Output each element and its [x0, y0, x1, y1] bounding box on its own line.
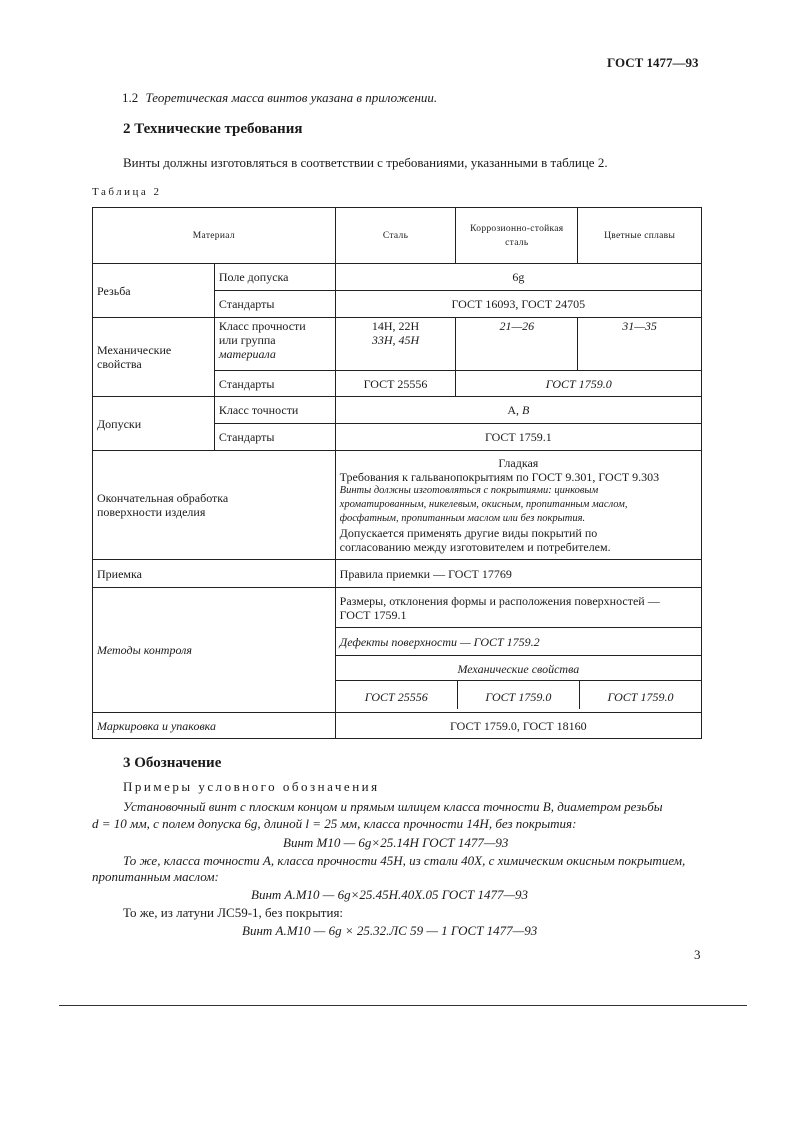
example-1-line-2: d = 10 мм, с полем допуска 6g, длиной l = 25 мм, класса прочности 14Н, без покрытия: [92, 816, 577, 831]
finish-value: Гладкая Требования к гальванопокрытиям по ГОСТ 9.301, ГОСТ 9.303 Винты должны изготовляться с покрытиями: цинковым хроматированным, никелевым, окисным, пропитанным маслом, фосфатным, пропитанным маслом или без покрытия. Допускается применять другие виды покрытий по согласованию между изготовителем и потребителем. [335, 451, 701, 560]
mech-standards-steel: ГОСТ 25556 [335, 371, 456, 397]
header-steel: Сталь [335, 208, 456, 264]
mech-class-stainless: 21—26 [456, 318, 578, 371]
bottom-divider [59, 1005, 747, 1006]
row-label-marking: Маркировка и упаковка [93, 713, 336, 739]
example-3-line-1: То же, из латуни ЛС59-1, без покрытия: [123, 905, 344, 920]
marking-value: ГОСТ 1759.0, ГОСТ 18160 [335, 713, 701, 739]
header-stainless: Коррозионно-стойкая сталь [456, 208, 578, 264]
accuracy-class-label: Класс точности [214, 397, 335, 424]
table-row [93, 560, 702, 588]
mech-class-label: Класс прочности или группа материала [214, 318, 335, 371]
control-mech-nonferrous: ГОСТ 1759.0 [579, 681, 701, 709]
mech-class-steel: 14Н, 22Н 33Н, 45Н [335, 318, 456, 371]
examples-title: Примеры условного обозначения [123, 779, 380, 794]
row-label-tolerances: Допуски [93, 397, 215, 451]
control-defects: Дефекты поверхности — ГОСТ 1759.2 [335, 628, 701, 656]
control-dimensions: Размеры, отклонения формы и расположения поверхностей — ГОСТ 1759.1 [335, 588, 701, 628]
example-2-line-1: То же, класса точности А, класса прочности 45Н, из стали 40Х, с химическим окисным покрытием, [123, 853, 686, 868]
example-1-designation: Винт М10 — 6g×25.14Н ГОСТ 1477—93 [283, 835, 509, 850]
section-3-title: 3 Обозначение [123, 755, 222, 771]
control-mech-stainless: ГОСТ 1759.0 [457, 681, 579, 709]
tolerance-standards-value: ГОСТ 1759.1 [335, 424, 701, 451]
tolerance-standards-label: Стандарты [214, 424, 335, 451]
acceptance-value: Правила приемки — ГОСТ 17769 [335, 560, 701, 588]
table-row [93, 451, 702, 560]
table-row [93, 588, 702, 628]
header-material: Материал [93, 208, 336, 264]
thread-standards-value: ГОСТ 16093, ГОСТ 24705 [335, 291, 701, 318]
page-number: 3 [694, 947, 701, 962]
section-1-2: 1.2 Теоретическая масса винтов указана в приложении. [122, 90, 438, 105]
mech-standards-label: Стандарты [214, 371, 335, 397]
section-2-text: Винты должны изготовляться в соответствии с требованиями, указанными в таблице 2. [123, 155, 608, 170]
table-row [93, 713, 702, 739]
document-code: ГОСТ 1477—93 [607, 55, 699, 70]
control-mechanical: Механические свойства ГОСТ 25556 ГОСТ 1759.0 ГОСТ 1759.0 [335, 656, 701, 713]
table-row [93, 264, 702, 291]
thread-tolerance-label: Поле допуска [214, 264, 335, 291]
mech-standards-other: ГОСТ 1759.0 [456, 371, 702, 397]
mech-class-nonferrous: 31—35 [578, 318, 702, 371]
example-3-designation: Винт А.М10 — 6g × 25.32.ЛС 59 — 1 ГОСТ 1477—93 [242, 923, 538, 938]
control-mech-steel: ГОСТ 25556 [364, 690, 428, 704]
table-caption: Таблица 2 [92, 186, 162, 198]
table-row [93, 318, 702, 371]
example-2-line-2: пропитанным маслом: [92, 869, 219, 884]
table-row [93, 397, 702, 424]
row-label-finish: Окончательная обработка поверхности изделия [93, 451, 336, 560]
example-2-designation: Винт А.М10 — 6g×25.45Н.40Х.05 ГОСТ 1477—93 [251, 887, 529, 902]
row-label-acceptance: Приемка [93, 560, 336, 588]
row-label-thread: Резьба [93, 264, 215, 318]
table-header-row [93, 208, 702, 264]
section-2-title: 2 Технические требования [123, 121, 303, 137]
header-nonferrous: Цветные сплавы [578, 208, 702, 264]
accuracy-class-value: А, В [335, 397, 701, 424]
example-1-line-1: Установочный винт с плоским концом и прямым шлицем класса точности В, диаметром резьбы [123, 799, 663, 814]
row-label-mechanical: Механические свойства [93, 318, 215, 397]
thread-standards-label: Стандарты [214, 291, 335, 318]
row-label-control: Методы контроля [93, 588, 336, 713]
requirements-table [92, 207, 702, 739]
thread-tolerance-value: 6g [335, 264, 701, 291]
